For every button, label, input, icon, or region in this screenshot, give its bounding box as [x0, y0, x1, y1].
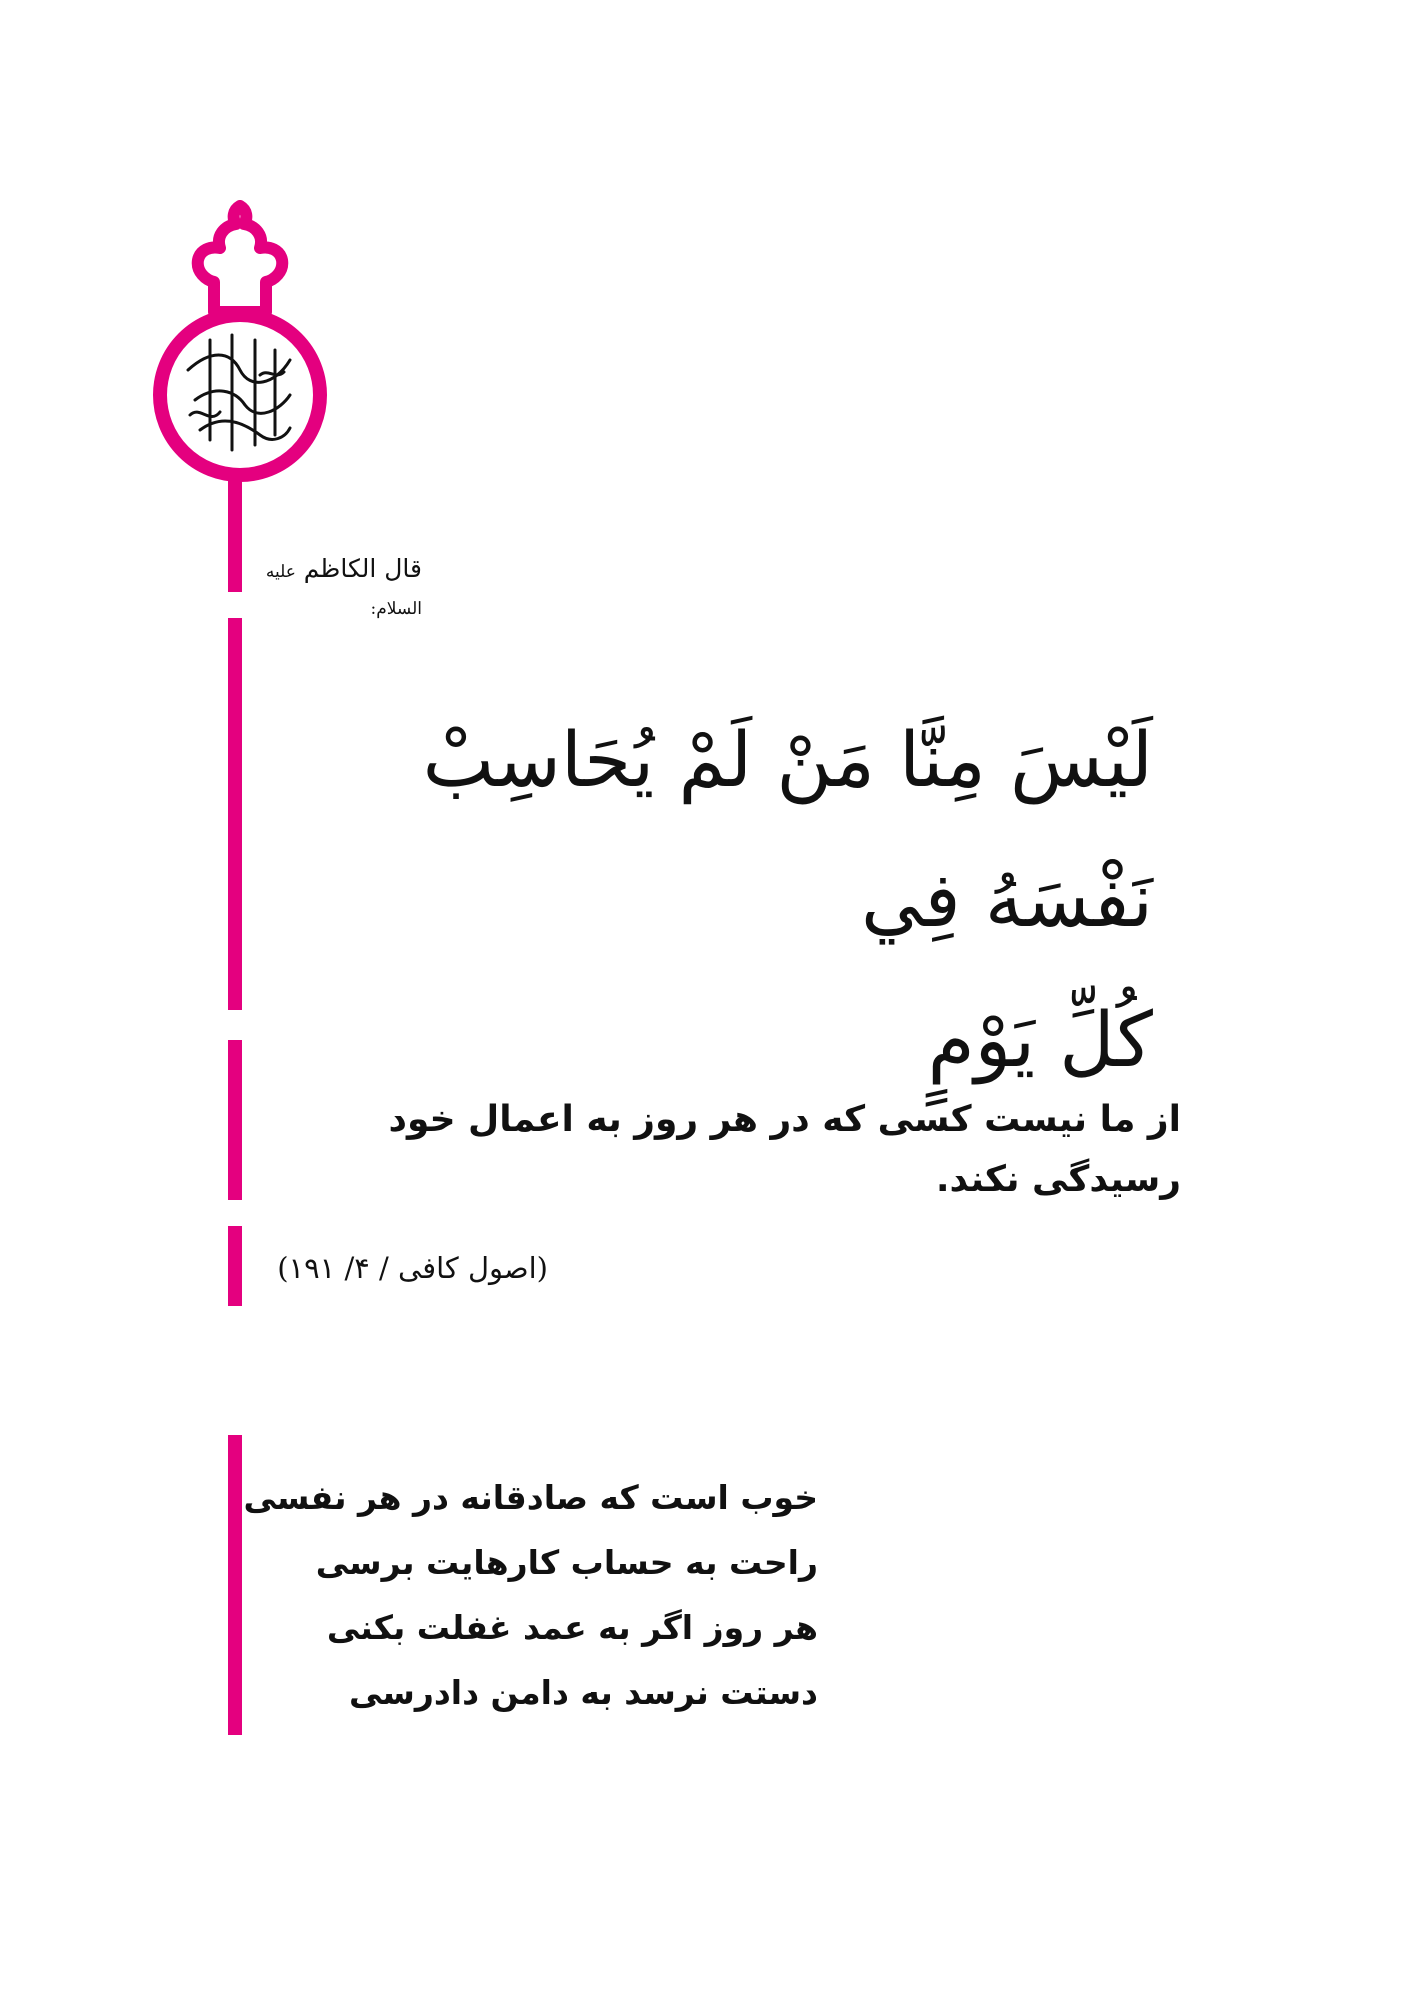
poem-line-3: هر روز اگر به عمد غفلت بکنی: [326, 1608, 818, 1647]
dome-medallion-icon: [140, 200, 340, 500]
reference-bar: [228, 1226, 242, 1306]
poem-line-2: راحت به حساب کارهایت برسی: [315, 1543, 818, 1582]
poem-line-4: دستت نرسد به دامن دادرسی: [349, 1673, 818, 1712]
hadith-arabic: [258, 690, 1153, 1110]
intro-speaker: قال الکاظم: [303, 554, 422, 583]
hadith-arabic-line-1: لَيْسَ مِنَّا مَنْ لَمْ يُحَاسِبْ نَفْسَهُ فِي: [422, 715, 1153, 944]
poem: [243, 1465, 818, 1725]
quote-bar: [228, 618, 242, 1010]
hadith-reference: (اصول کافی / ۴/ ۱۹۱): [277, 1251, 548, 1285]
intro-attribution: [262, 552, 422, 626]
poem-bar: [228, 1435, 242, 1735]
intro-honorific: علیه السلام:: [265, 562, 422, 619]
hadith-arabic-line-2: كُلِّ يَوْمٍ: [927, 995, 1153, 1084]
poem-line-1: خوب است که صادقانه در هر نفسی: [243, 1478, 818, 1517]
emblem-stem: [228, 488, 242, 592]
translation-bar: [228, 1040, 242, 1200]
hadith-translation: از ما نیست کسی که در هر روز به اعمال خود رسیدگی نکند.: [388, 1099, 1181, 1200]
